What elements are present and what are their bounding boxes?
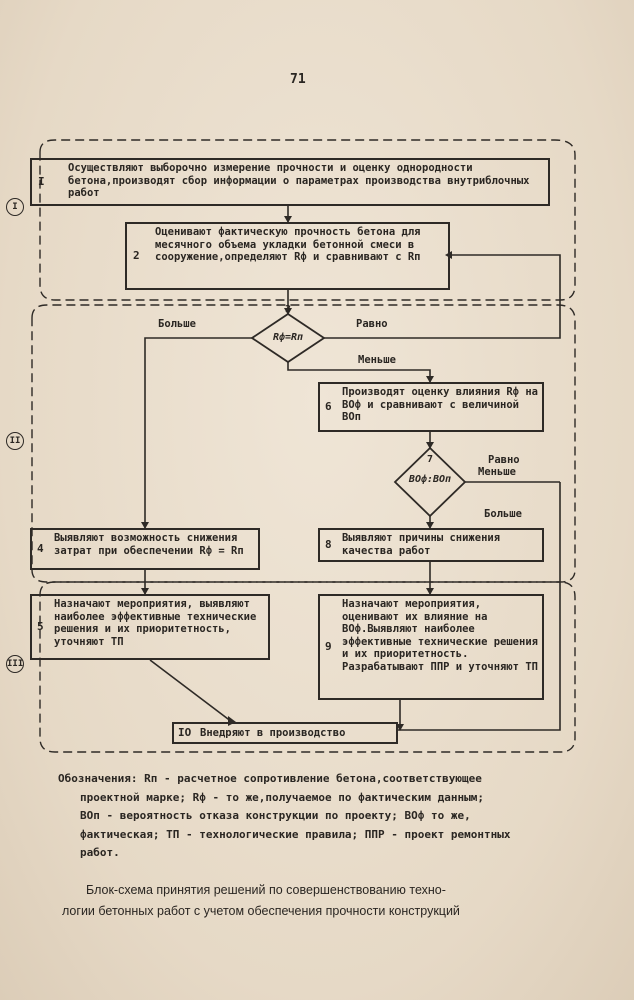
box-5-text: Назначают мероприятия, выявляют наиболее эффективные технические решения и их приоритетность, уточняют ТП: [54, 598, 257, 648]
decision-7-number: 7: [426, 454, 434, 465]
label-d3-down: Меньше: [358, 354, 396, 366]
legend: [58, 770, 598, 863]
legend-line-5: работ.: [80, 846, 120, 859]
box-1-text: Осуществляют выборочно измерение прочности и оценку однородности бетона,производят сбор информации о параметрах производства внутриблочных работ: [68, 162, 530, 199]
box-2: [125, 222, 450, 290]
box-4-text: Выявляют возможность снижения затрат при обеспечении Rф = Rп: [54, 532, 244, 557]
box-8-text: Выявляют причины снижения качества работ: [342, 532, 501, 557]
decision-7-text: ВОф:ВОп: [408, 474, 452, 485]
caption-line-2: логии бетонных работ с учетом обеспечения прочности конструкций: [62, 904, 460, 918]
box-6: [318, 382, 544, 432]
box-6-text: Производят оценку влияния Rф на ВОф и сравнивают с величиной ВОп: [342, 386, 538, 423]
page-number: 71: [290, 72, 306, 87]
legend-line-2: проектной марке; Rф - то же,получаемое по фактическим данным;: [80, 790, 484, 804]
decision-3-number: 3: [284, 304, 292, 315]
stage-marker-3: III: [6, 655, 24, 673]
label-d3-right: Равно: [356, 318, 388, 330]
box-10: [172, 722, 398, 744]
box-1-number: I: [38, 175, 45, 188]
box-2-text: Оценивают фактическую прочность бетона для месячного объема укладки бетонной смеси в сооружение,определяют Rф и сравнивают с Rп: [155, 226, 421, 263]
label-d7-right-2: Меньше: [478, 466, 516, 478]
box-6-number: 6: [325, 400, 332, 413]
label-d7-down: Больше: [484, 508, 522, 520]
decision-3-text: Rф=Rп: [272, 332, 304, 343]
legend-line-1: Обозначения: Rп - расчетное сопротивление бетона,соответствующее: [58, 772, 482, 785]
box-4: [30, 528, 260, 570]
box-9-text: Назначают мероприятия, оценивают их влияние на ВОф.Выявляют наиболее эффективные технические решения и их приоритетность. Разрабатывают ППР и уточняют ТП: [342, 598, 538, 673]
legend-line-3: ВОп - вероятность отказа конструкции по проекту; ВОф то же,: [80, 809, 471, 822]
box-1: [30, 158, 550, 206]
box-9: [318, 594, 544, 700]
box-10-text: Внедряют в производство: [200, 727, 346, 739]
stage-marker-2: II: [6, 432, 24, 450]
legend-line-4: фактическая; ТП - технологические правила; ППР - проект ремонтных: [80, 827, 511, 841]
box-5-number: 5: [37, 620, 44, 633]
box-4-number: 4: [37, 542, 44, 555]
label-d3-left: Больше: [158, 318, 196, 330]
stage-marker-1: I: [6, 198, 24, 216]
box-9-number: 9: [325, 640, 332, 653]
box-10-number: IO: [178, 726, 192, 739]
figure-caption: [62, 880, 592, 922]
caption-line-1: Блок-схема принятия решений по совершенствованию техно-: [86, 883, 446, 897]
box-2-number: 2: [133, 249, 140, 262]
label-d7-right-1: Равно: [488, 454, 520, 466]
box-8-number: 8: [325, 538, 332, 551]
box-8: [318, 528, 544, 562]
box-5: [30, 594, 270, 660]
